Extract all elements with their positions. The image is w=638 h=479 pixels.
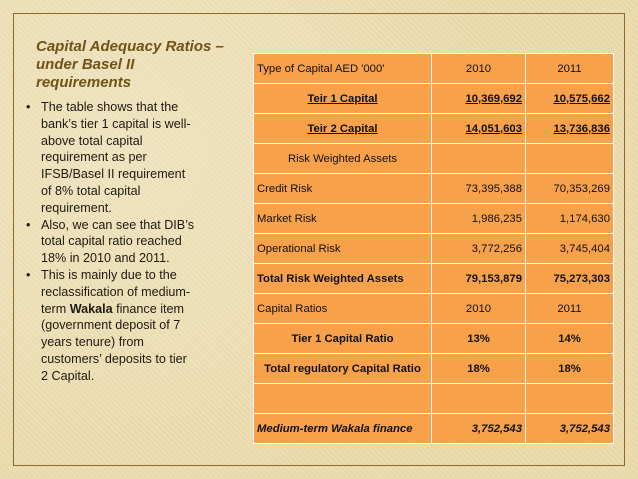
cell-value: 3,772,256 — [432, 234, 526, 264]
bullet-dot-icon: • — [26, 267, 31, 282]
row-label: Total Risk Weighted Assets — [254, 264, 432, 294]
section-heading: Risk Weighted Assets — [254, 144, 432, 174]
cell-value: 73,395,388 — [432, 174, 526, 204]
bullet-text: bank’s tier 1 capital is well- — [41, 116, 191, 131]
cell-value: 79,153,879 — [432, 264, 526, 294]
cell-value: 1,174,630 — [526, 204, 614, 234]
cell-value: 18% — [526, 354, 614, 384]
bullet-text: reclassification of medium- — [41, 284, 191, 299]
bullet-text: IFSB/Basel II requirement — [41, 167, 186, 182]
bullet-text: requirement as per — [41, 150, 147, 165]
bullet-dot-icon: • — [26, 100, 31, 114]
bullet-text: above total capital — [41, 133, 143, 148]
row-label: Teir 2 Capital — [254, 114, 432, 144]
cell-value: 13,736,836 — [526, 114, 614, 144]
bullet-text: Also, we can see that DIB’s — [41, 217, 195, 232]
cell-value: 70,353,269 — [526, 174, 614, 204]
row-label: Market Risk — [254, 204, 432, 234]
section-heading: Capital Ratios — [254, 294, 432, 324]
bullet-item — [26, 267, 244, 385]
slide-title — [36, 38, 246, 92]
title-line: requirements — [36, 74, 132, 91]
cell-value: 10,575,662 — [526, 84, 614, 114]
bullet-text: 2 Capital. — [41, 368, 95, 383]
bullet-text: requirement. — [41, 200, 112, 215]
bullet-text-part: finance item — [112, 301, 185, 316]
table-row — [254, 204, 614, 234]
bullet-text — [41, 301, 244, 318]
bullet-text: customers’ deposits to tier — [41, 351, 187, 366]
header-cell: 2010 — [432, 54, 526, 84]
row-label: Medium-term Wakala finance — [254, 414, 432, 444]
header-cell: 2010 — [432, 294, 526, 324]
empty-cell — [432, 144, 526, 174]
row-label: Tier 1 Capital Ratio — [254, 324, 432, 354]
bullet-text: total capital ratio reached — [41, 234, 182, 249]
table-row — [254, 84, 614, 114]
cell-value: 3,752,543 — [526, 414, 614, 444]
cell-value: 10,369,692 — [432, 84, 526, 114]
empty-cell — [254, 384, 432, 414]
bullet-text-part: term — [41, 301, 70, 316]
table-row — [254, 294, 614, 324]
bullet-text: The table shows that the — [41, 100, 179, 114]
cell-value: 14,051,603 — [432, 114, 526, 144]
header-cell: 2011 — [526, 54, 614, 84]
table-header-row — [254, 54, 614, 84]
bullet-item — [26, 217, 244, 267]
bullet-text: This is mainly due to the — [41, 267, 177, 282]
wakala-term: Wakala — [69, 301, 113, 316]
row-label: Operational Risk — [254, 234, 432, 264]
header-cell: 2011 — [526, 294, 614, 324]
bullet-item — [26, 99, 244, 217]
cell-value: 3,752,543 — [432, 414, 526, 444]
empty-cell — [526, 144, 614, 174]
table-row — [254, 354, 614, 384]
cell-value: 14% — [526, 324, 614, 354]
title-line: Capital Adequacy Ratios – — [36, 38, 224, 55]
bullet-dot-icon: • — [26, 217, 31, 232]
cell-value: 75,273,303 — [526, 264, 614, 294]
table-row — [254, 174, 614, 204]
bullet-text: of 8% total capital — [41, 183, 141, 198]
row-label: Credit Risk — [254, 174, 432, 204]
cell-value: 3,745,404 — [526, 234, 614, 264]
row-label: Total regulatory Capital Ratio — [254, 354, 432, 384]
cell-value: 13% — [432, 324, 526, 354]
cell-value: 18% — [432, 354, 526, 384]
table-row — [254, 384, 614, 414]
bullet-text: years tenure) from — [41, 335, 144, 350]
bullet-list — [26, 99, 244, 385]
table-row — [254, 144, 614, 174]
capital-adequacy-table — [253, 53, 614, 444]
table-row — [254, 234, 614, 264]
bullet-text: (government deposit of 7 — [41, 318, 181, 333]
table-row — [254, 264, 614, 294]
empty-cell — [526, 384, 614, 414]
table-row — [254, 114, 614, 144]
row-label: Teir 1 Capital — [254, 84, 432, 114]
empty-cell — [432, 384, 526, 414]
table-row — [254, 324, 614, 354]
table-row — [254, 414, 614, 444]
header-cell: Type of Capital AED '000' — [254, 54, 432, 84]
cell-value: 1,986,235 — [432, 204, 526, 234]
bullet-text: 18% in 2010 and 2011. — [41, 251, 170, 266]
title-line: under Basel II — [36, 56, 135, 73]
